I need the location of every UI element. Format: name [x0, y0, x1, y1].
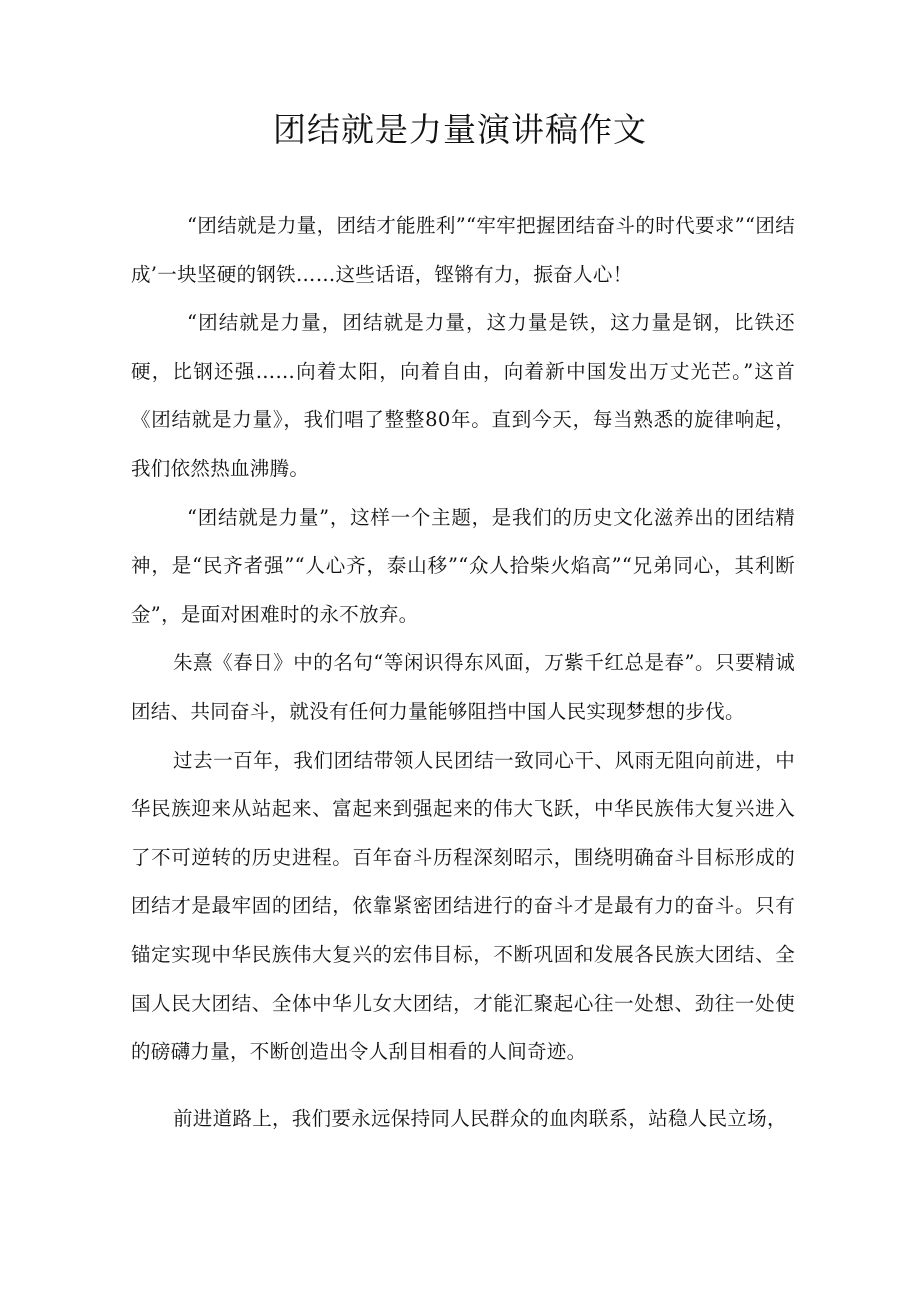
paragraph-6: 前进道路上，我们要永远保持同人民群众的血肉联系，站稳人民立场，	[173, 1106, 787, 1130]
paragraph-2: “团结就是力量，团结就是力量，这力量是铁，这力量是钢，比铁还硬，比钢还强……向着太阳，向着自由，向着新中国发出万丈光芒。”这首《团结就是力量》，我们唱了整整80年。直到今天，每当熟悉的旋律响起，我们依然热血沸腾。	[131, 311, 795, 480]
paragraph-5: 过去一百年，我们团结带领人民团结一致同心干、风雨无阻向前进，中华民族迎来从站起来、富起来到强起来的伟大飞跃，中华民族伟大复兴进入了不可逆转的历史进程。百年奋斗历程深刻昭示，围绕明确奋斗目标形成的团结才是最牢固的团结，依靠紧密团结进行的奋斗才是最有力的奋斗。只有锚定实现中华民族伟大复兴的宏伟目标，不断巩固和发展各民族大团结、全国人民大团结、全体中华儿女大团结，才能汇聚起心往一处想、劲往一处使的磅礴力量，不断创造出令人刮目相看的人间奇迹。	[131, 748, 795, 1064]
document-title: 团结就是力量演讲稿作文	[273, 110, 647, 149]
paragraph-1: “团结就是力量，团结才能胜利”“牢牢把握团结奋斗的时代要求”“团结成’一块坚硬的钢铁……这些话语，铿锵有力，振奋人心！	[131, 214, 795, 286]
paragraph-4: 朱熹《春日》中的名句“等闲识得东风面，万紫千红总是春”。只要精诚团结、共同奋斗，就没有任何力量能够阻挡中国人民实现梦想的步伐。	[131, 651, 795, 723]
paragraph-3: “团结就是力量”，这样一个主题，是我们的历史文化滋养出的团结精神，是“民齐者强”“人心齐，泰山移”“众人拾柴火焰高”“兄弟同心，其利断金”，是面对困难时的永不放弃。	[131, 505, 795, 626]
document-body	[131, 202, 795, 1143]
